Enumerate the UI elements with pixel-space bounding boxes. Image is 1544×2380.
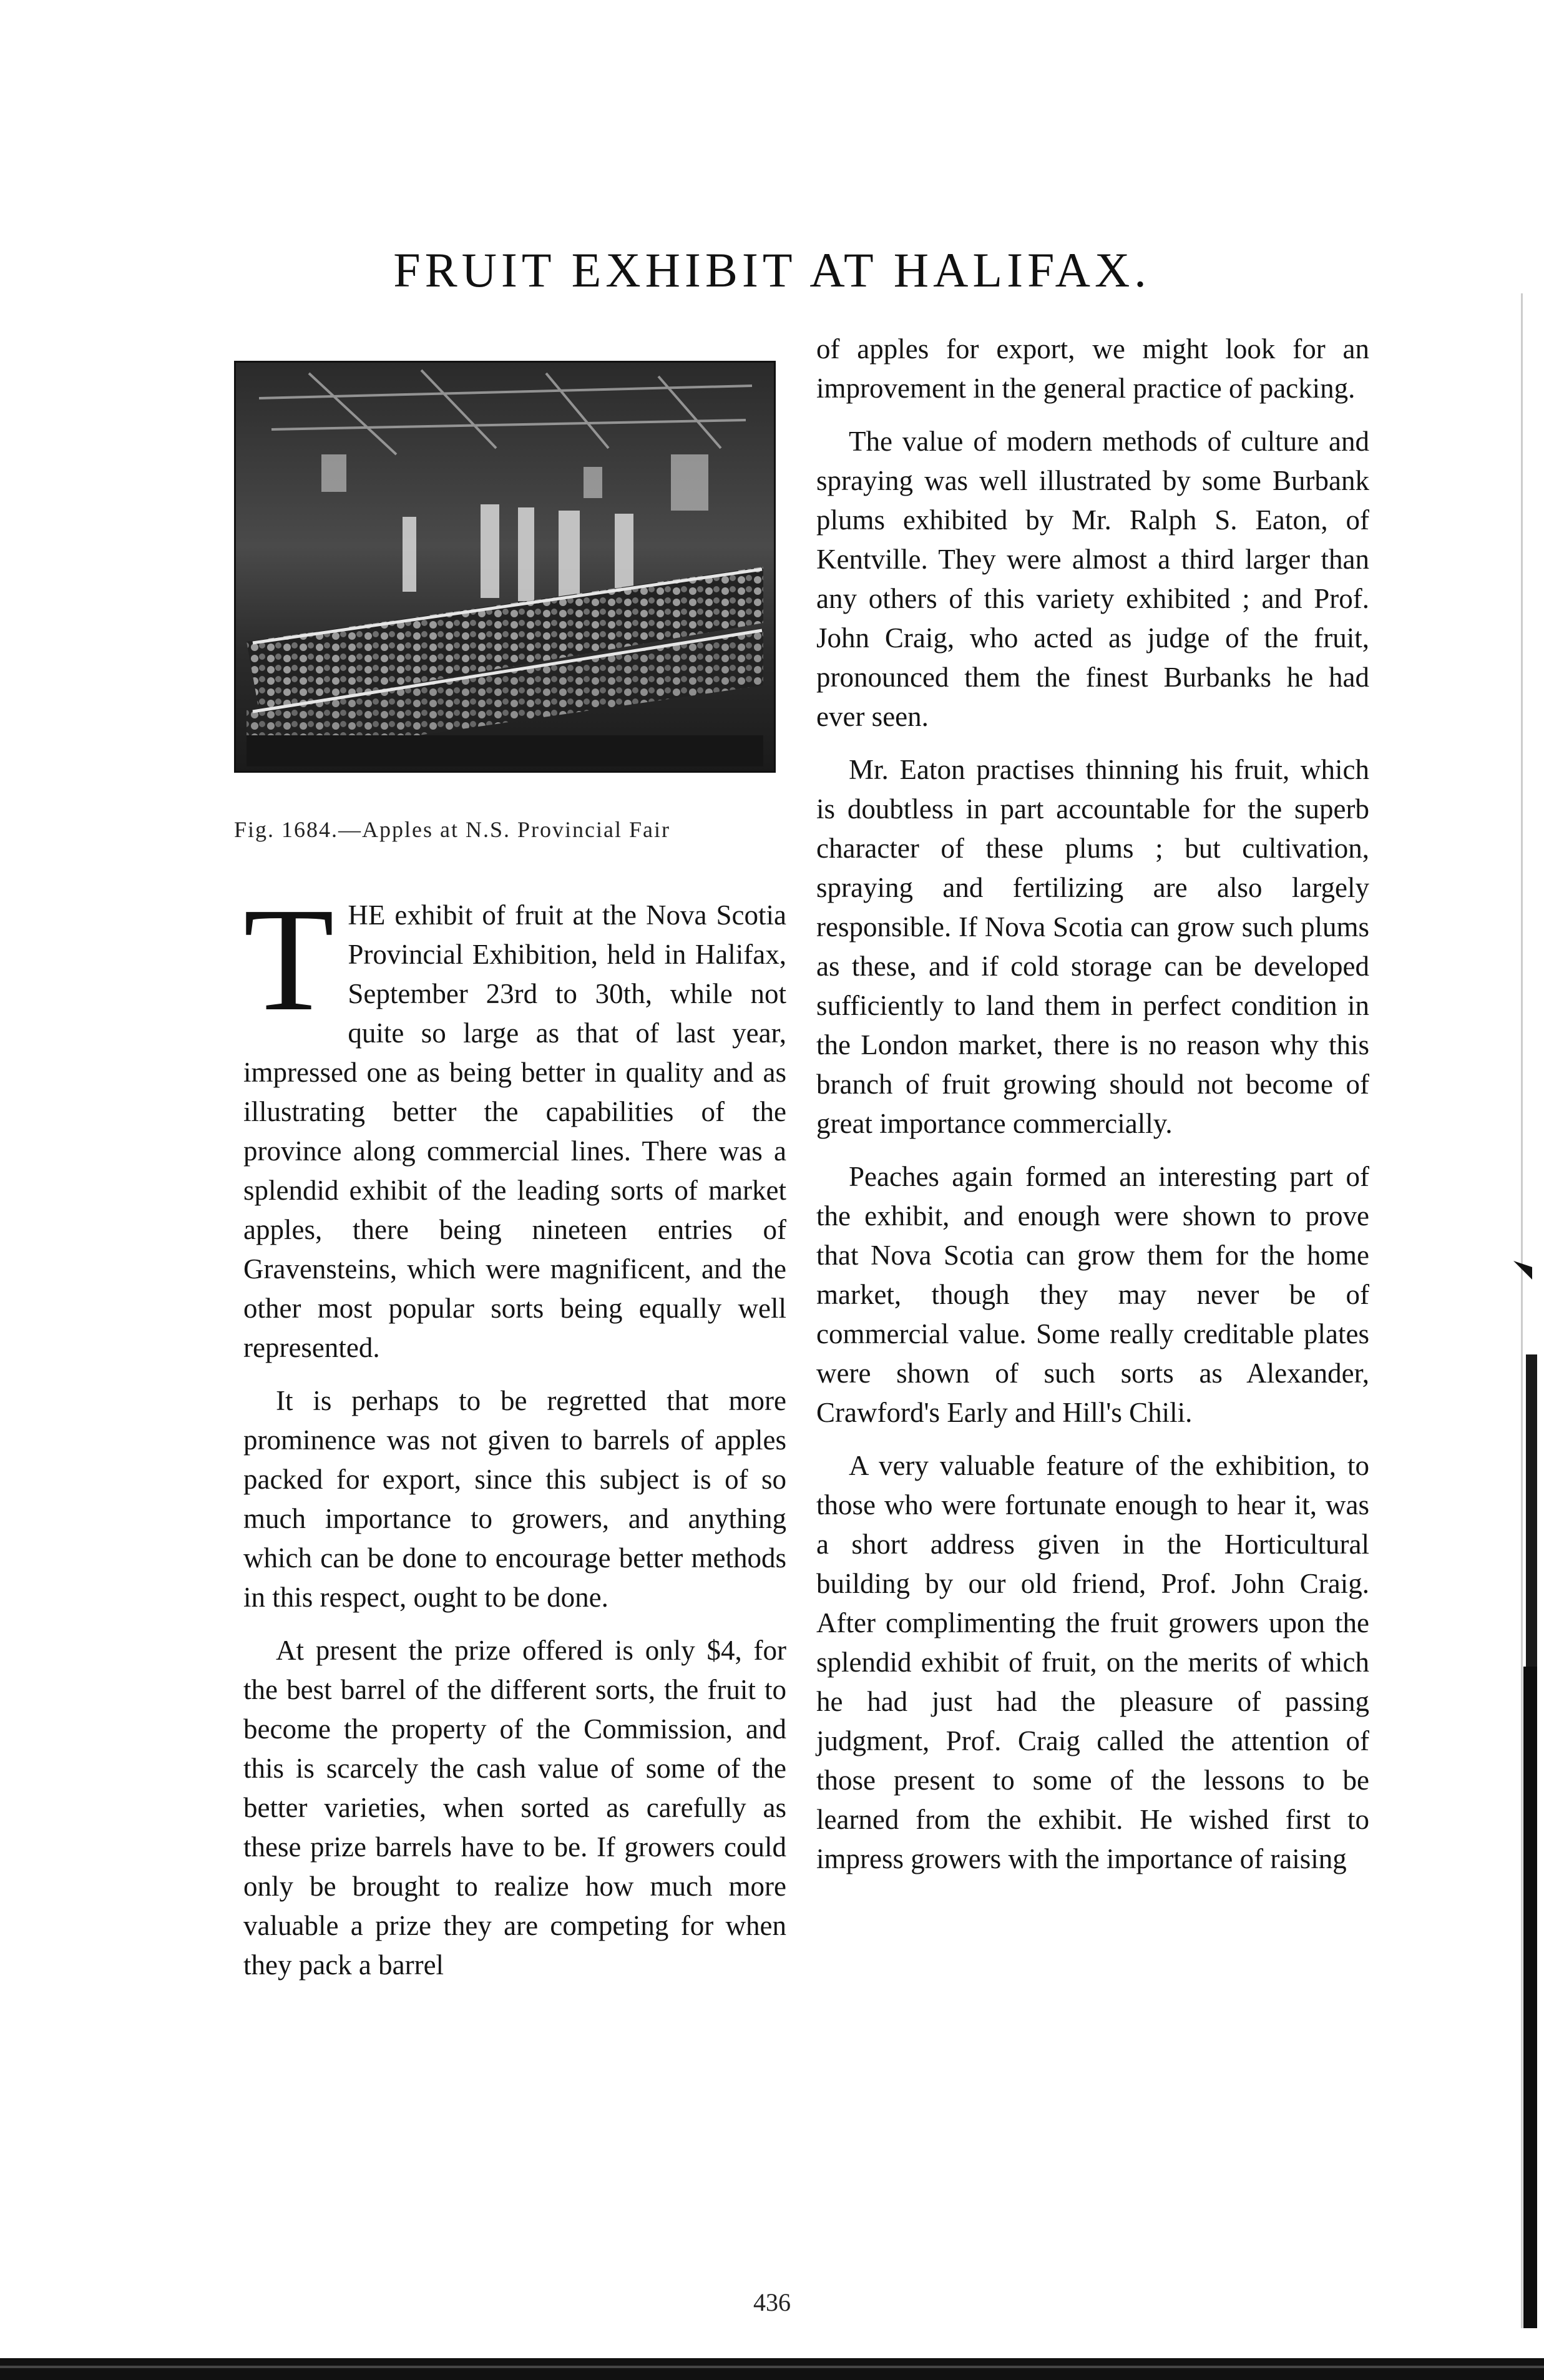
paragraph: At present the prize offered is only $4, for the best barrel of the different sorts, the fruit to become the property of the Commission, and this is scarcely the cash value of some of the better varieties, when sorted as carefully as these prize barrels have to be. If growers could only be brought to realize how much more valuable a prize they are competing for when they pack a barrel (243, 1635, 786, 1981)
right-column (816, 330, 1369, 1893)
paragraph: The value of modern methods of culture and spraying was well illustrated by some Burbank plums exhibited by Mr. Ralph S. Eaton, of Kentville. They were almost a third larger than any others of this variety exhibited ; and Prof. John Craig, who acted as judge of the fruit, pronounced them the finest Burbanks he had ever seen. (816, 426, 1369, 732)
drop-cap: T (243, 878, 335, 1042)
figure-caption: Fig. 1684.—Apples at N.S. Provincial Fair (234, 817, 670, 842)
paragraph: Peaches again formed an interesting part of the exhibit, and enough were shown to prove that Nova Scotia can grow them for the home market, though they may never be of commercial value. Some really creditable plates were shown of such sorts as Alexander, Crawford's Early and Hill's Chili. (816, 1161, 1369, 1428)
paragraph: A very valuable feature of the exhibition, to those who were fortunate enough to hear it, was a short address given in the Horticultural building by our old friend, Prof. John Craig. After complimenting the fruit growers upon the splendid exhibit of fruit, on the merits of which he had just had the pleasure of passing judgment, Prof. Craig called the attention of those present to some of the lessons to be learned from the exhibit. He wished first to impress growers with the importance of raising (816, 1450, 1369, 1874)
scan-edge-bottom (0, 2358, 1544, 2380)
paragraph: Mr. Eaton practises thinning his fruit, which is doubtless in part accountable for the superb character of these plums ; but cultivation, spraying and fertilizing are also largely responsible. If Nova Scotia can grow such plums as these, and if cold storage can be developed sufficiently to land them in perfect condition in the London market, there is no reason why this branch of fruit growing should not become of great importance commercially. (816, 754, 1369, 1139)
paragraph: It is perhaps to be regretted that more prominence was not given to barrels of apples packed for export, since this subject is of so much importance to growers, and anything which can be done to encourage better methods in this respect, ought to be done. (243, 1385, 786, 1613)
paragraph: of apples for export, we might look for an improvement in the general practice of packing. (816, 333, 1369, 404)
page-title: FRUIT EXHIBIT AT HALIFAX. (393, 243, 1151, 297)
scan-edge-right (1507, 293, 1537, 2328)
page-number: 436 (753, 2288, 791, 2316)
exhibit-photograph (234, 361, 776, 773)
left-column (243, 878, 786, 1999)
paragraph: THE exhibit of fruit at the Nova Scotia Provincial Exhibition, held in Halifax, September 23rd to 30th, while not quite so large as that of last year, impressed one as being better in quality and as illustrating better the capabilities of the province along commercial lines. There was a splendid exhibit of the leading sorts of market apples, there being nineteen entries of Gravensteins, which were magnificent, and the other most popular sorts being equally well represented. (243, 878, 786, 1363)
